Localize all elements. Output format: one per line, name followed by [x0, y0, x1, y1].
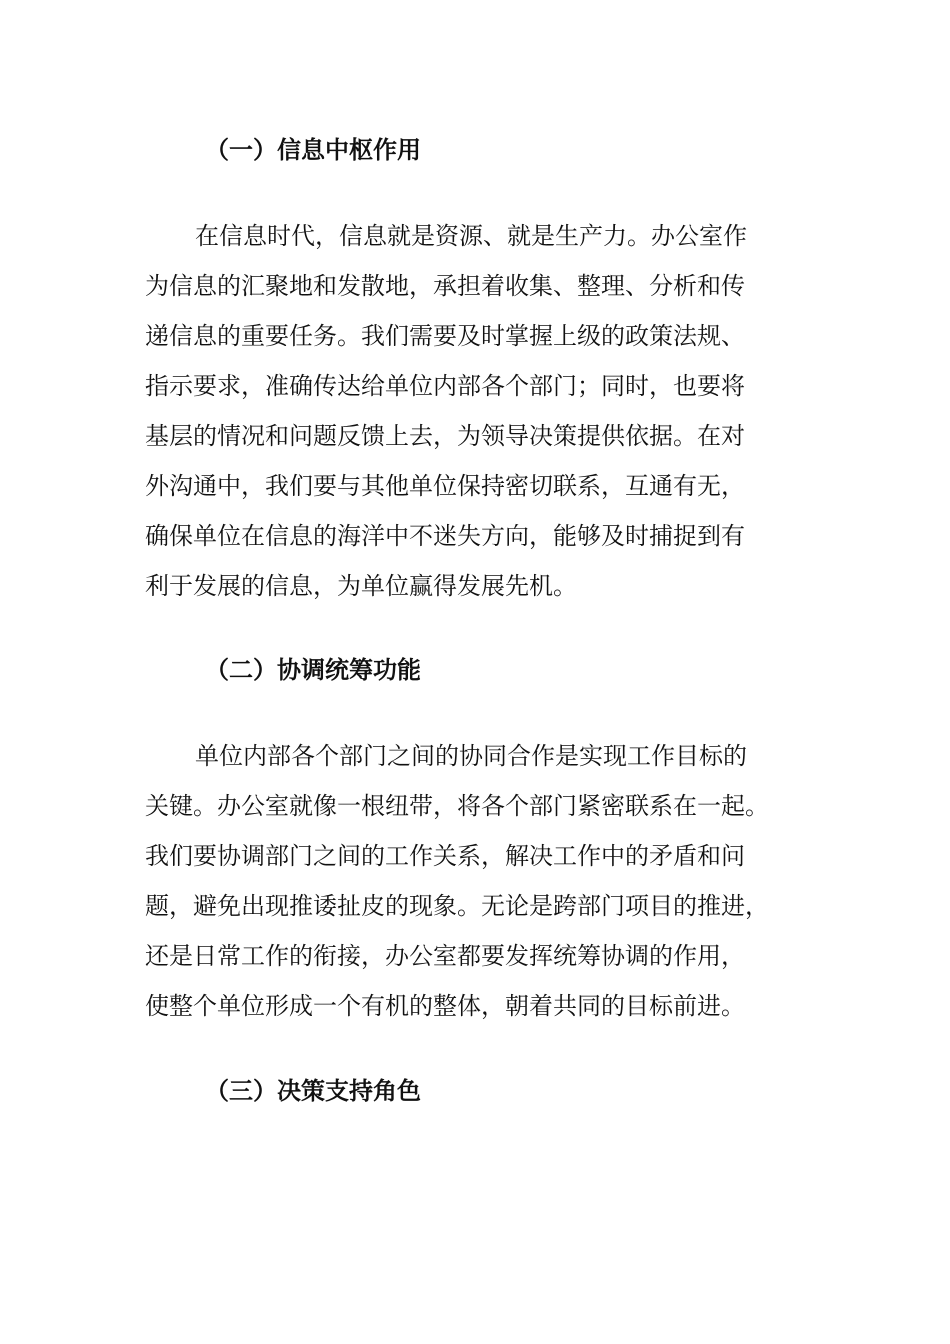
- paragraph-line: 单位内部各个部门之间的协同合作是实现工作目标的: [195, 742, 747, 770]
- paragraph-line: 递信息的重要任务。我们需要及时掌握上级的政策法规、: [145, 322, 745, 350]
- paragraph-line: 利于发展的信息，为单位赢得发展先机。: [145, 572, 577, 600]
- paragraph-line: 还是日常工作的衔接，办公室都要发挥统筹协调的作用，: [145, 942, 745, 970]
- section-heading-3: （三）决策支持角色: [205, 1077, 421, 1105]
- paragraph-line: 关键。办公室就像一根纽带，将各个部门紧密联系在一起。: [145, 792, 769, 820]
- paragraph-line: 我们要协调部门之间的工作关系，解决工作中的矛盾和问: [145, 842, 745, 870]
- section-heading-2: （二）协调统筹功能: [205, 656, 421, 684]
- paragraph-line: 确保单位在信息的海洋中不迷失方向，能够及时捕捉到有: [145, 522, 745, 550]
- paragraph-line: 在信息时代，信息就是资源、就是生产力。办公室作: [195, 222, 747, 250]
- paragraph-line: 外沟通中，我们要与其他单位保持密切联系，互通有无，: [145, 472, 745, 500]
- paragraph-line: 使整个单位形成一个有机的整体，朝着共同的目标前进。: [145, 992, 745, 1020]
- section-heading-1: （一）信息中枢作用: [205, 136, 421, 164]
- paragraph-line: 题，避免出现推诿扯皮的现象。无论是跨部门项目的推进，: [145, 892, 769, 920]
- paragraph-line: 指示要求，准确传达给单位内部各个部门；同时，也要将: [145, 372, 745, 400]
- paragraph-line: 为信息的汇聚地和发散地，承担着收集、整理、分析和传: [145, 272, 745, 300]
- paragraph-line: 基层的情况和问题反馈上去，为领导决策提供依据。在对: [145, 422, 745, 450]
